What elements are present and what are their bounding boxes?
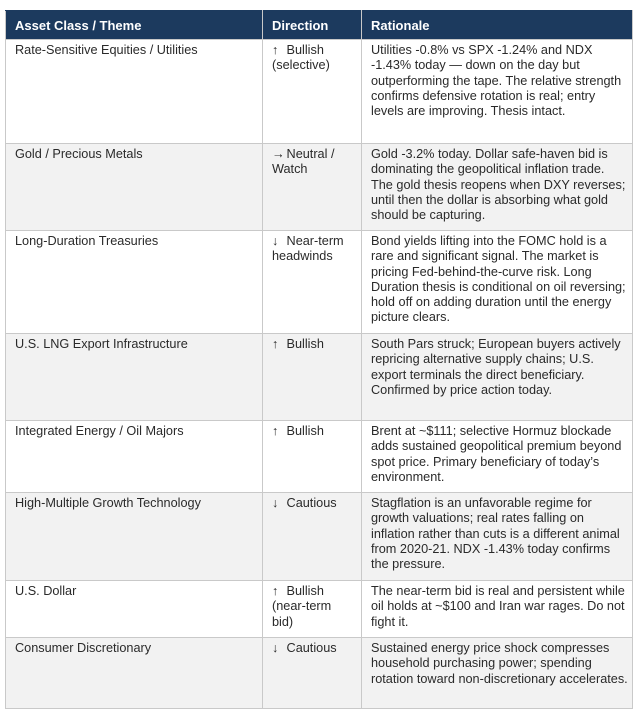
- table-row: [6, 421, 633, 493]
- direction-down-icon: ↓: [272, 496, 279, 510]
- rationale-cell: The near-term bid is real and persistent while oil holds at ~$100 and Iran war rages. Do not fight it.: [362, 581, 633, 638]
- theme-cell: High-Multiple Growth Technology: [6, 493, 263, 581]
- direction-cell: [263, 231, 362, 334]
- direction-label: Neutral / Watch: [272, 147, 335, 177]
- theme-cell: Consumer Discretionary: [6, 638, 263, 709]
- rationale-cell: Brent at ~$111; selective Hormuz blockade adds sustained geopolitical premium beyond spot price. Primary beneficiary of today’s environment.: [362, 421, 633, 493]
- table-row: [6, 334, 633, 421]
- theme-cell: Integrated Energy / Oil Majors: [6, 421, 263, 493]
- direction-up-icon: ↑: [272, 337, 279, 351]
- table-row: [6, 144, 633, 231]
- direction-down-icon: ↓: [272, 641, 279, 655]
- theme-cell: Gold / Precious Metals: [6, 144, 263, 231]
- direction-cell: [263, 421, 362, 493]
- direction-cell: [263, 144, 362, 231]
- asset-outlook-table-container: [5, 10, 633, 709]
- direction-down-icon: ↓: [272, 234, 279, 248]
- direction-right-icon: →: [272, 147, 285, 161]
- table-row: [6, 493, 633, 581]
- asset-outlook-table: [5, 10, 633, 709]
- direction-label: Cautious: [286, 496, 337, 510]
- table-row: [6, 40, 633, 144]
- direction-cell: [263, 334, 362, 421]
- direction-cell: [263, 493, 362, 581]
- header-asset-class: Asset Class / Theme: [6, 11, 263, 40]
- table-row: [6, 231, 633, 334]
- direction-label: Bullish (selective): [272, 43, 330, 73]
- header-rationale: Rationale: [362, 11, 633, 40]
- direction-cell: [263, 581, 362, 638]
- rationale-cell: Stagflation is an unfavorable regime for growth valuations; real rates falling on inflation rather than cuts is a different animal from 2020-21. NDX -1.43% today confirms the pressure.: [362, 493, 633, 581]
- direction-label: Bullish: [286, 337, 324, 351]
- theme-cell: Rate-Sensitive Equities / Utilities: [6, 40, 263, 144]
- table-header: [6, 11, 633, 40]
- header-row: [6, 11, 633, 40]
- rationale-cell: Bond yields lifting into the FOMC hold is a rare and significant signal. The market is pricing Fed-behind-the-curve risk. Long Duration thesis is conditional on oil reversing; hold off on adding duration until the energy picture clears.: [362, 231, 633, 334]
- direction-up-icon: ↑: [272, 584, 279, 598]
- direction-label: Cautious: [286, 641, 337, 655]
- table-row: [6, 581, 633, 638]
- direction-cell: [263, 40, 362, 144]
- table-row: [6, 638, 633, 709]
- direction-up-icon: ↑: [272, 424, 279, 438]
- table-body: [6, 40, 633, 709]
- theme-cell: U.S. Dollar: [6, 581, 263, 638]
- rationale-cell: Sustained energy price shock compresses household purchasing power; spending rotation toward non-discretionary accelerates.: [362, 638, 633, 709]
- direction-label: Near-term headwinds: [272, 234, 344, 264]
- direction-label: Bullish (near-term bid): [272, 584, 332, 629]
- theme-cell: U.S. LNG Export Infrastructure: [6, 334, 263, 421]
- theme-cell: Long-Duration Treasuries: [6, 231, 263, 334]
- rationale-cell: Utilities -0.8% vs SPX -1.24% and NDX -1.43% today — down on the day but outperforming the tape. The relative strength confirms defensive rotation is real; entry levels are improving. Thesis intact.: [362, 40, 633, 144]
- direction-label: Bullish: [286, 424, 324, 438]
- direction-up-icon: ↑: [272, 43, 279, 57]
- rationale-cell: South Pars struck; European buyers actively repricing alternative supply chains; U.S. export terminals the direct beneficiary. Confirmed by price action today.: [362, 334, 633, 421]
- direction-cell: [263, 638, 362, 709]
- header-direction: Direction: [263, 11, 362, 40]
- rationale-cell: Gold -3.2% today. Dollar safe-haven bid is dominating the geopolitical inflation trade. The gold thesis reopens when DXY reverses; until then the dollar is absorbing what gold should be capturing.: [362, 144, 633, 231]
